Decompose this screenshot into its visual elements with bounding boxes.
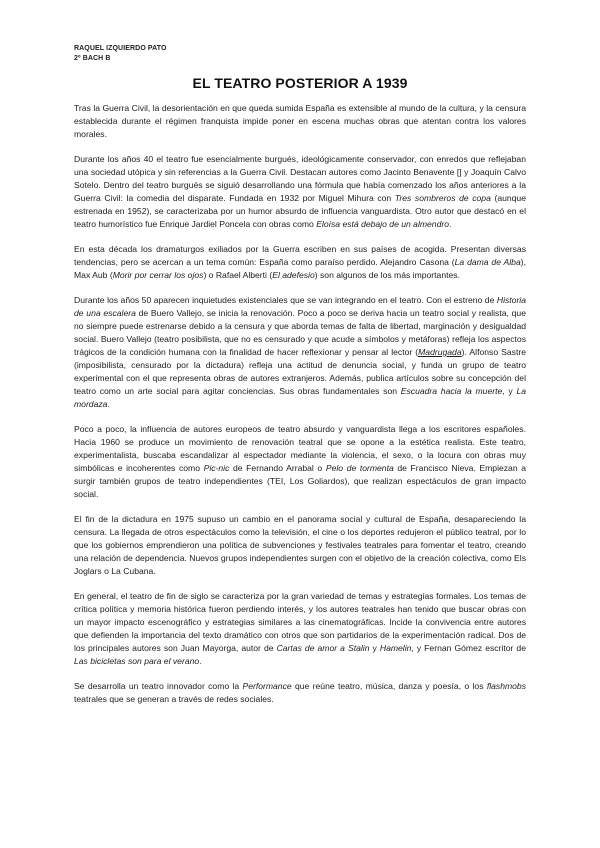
paragraph xyxy=(74,590,526,669)
paragraph-text: (aunque estrenada en 1952), se caracterizaba por un humor absurdo de influencia vanguardista. Otro autor que destacó en el teatro humorístico fue Enrique Jardiel Poncela con obras como xyxy=(74,193,526,230)
work-title: Las bicicletas son para el verano xyxy=(74,656,200,667)
paragraph xyxy=(74,102,526,141)
work-title: Historia de una escalera xyxy=(74,294,526,318)
paragraph xyxy=(74,243,526,282)
paragraph-text: En esta década los dramaturgos exiliados por la Guerra escriben en sus países de acogida. Presentan diversas tendencias, pero se acercan a un tema común: España como paraíso perdido. Alejandro Casona ( xyxy=(74,243,526,267)
paragraph-text: . xyxy=(449,219,452,230)
work-title: Hamelin xyxy=(379,643,412,654)
paragraph-text: , y xyxy=(502,386,517,397)
paragraph-text: Durante los años 40 el teatro fue esencialmente burgués, ideológicamente conservador, con enredos que reflejaban una sociedad utópica y sin referencias a la Guerra Civil. Destacan autores como Jacinto Benavente [] y Joaquín Calvo Sotelo. Dentro del teatro burgués se siguió desarrollando una fórmula que había comenzado los años anteriores a la Guerra Civil: la comedia del disparate. Fundada en 1932 por Miguel Mihura con xyxy=(74,153,526,204)
paragraph-text: Se desarrolla un teatro innovador como la xyxy=(74,681,243,692)
paragraph xyxy=(74,153,526,232)
paragraph-text: ) o Rafael Alberti ( xyxy=(203,270,273,281)
work-title: Performance xyxy=(242,681,292,692)
paragraph xyxy=(74,423,526,502)
author-name: RAQUEL IZQUIERDO PATO xyxy=(74,45,167,52)
paragraph-text: de Francisco Nieva. Empiezan a surgir también grupos de teatro independientes (TEI, Los Goliardos), que realizan espectáculos de gran impacto social. xyxy=(74,463,527,500)
paragraph-text: . xyxy=(199,656,202,667)
paragraph xyxy=(74,513,526,578)
work-title: Pelo de tormenta xyxy=(325,463,394,474)
paragraph-text: ), Max Aub ( xyxy=(74,256,526,281)
paragraph-text: Durante los años 50 aparecen inquietudes existenciales que se van integrando en el teatro. Con el estreno de xyxy=(74,294,497,305)
work-title: Pic-nic xyxy=(203,463,230,474)
work-title xyxy=(418,347,461,357)
paragraph-text: de Buero Vallejo, se inicia la renovación. Poco a poco se deriva hacia un teatro social y realista, que no siempre puede estrenarse debido a la censura y que aborda temas de falta de libertad, marginación y desigualdad social. Buero Vallejo (teatro posibilista, que no es censurado y que acude a símbolos y metáforas) refleja los aspectos trágicos de la condición humana con la finalidad de hacer reflexionar y pensar al lector ( xyxy=(74,307,526,357)
paragraph-text: , y Fernan Gómez escritor de xyxy=(411,643,526,654)
paragraph-text: ) son algunos de los más importantes. xyxy=(314,270,460,281)
paragraph-text: El fin de la dictadura en 1975 supuso un cambio en el panorama social y cultural de España, desapareciendo la censura. La llegada de otros espectáculos como la televisión, el cine o los deportes redujeron el público teatral, por lo que los gobiernos emprendieron una política de subvenciones y festivales teatrales para fomentar el teatro, creando una relación de dependencia. Nuevos grupos independientes surgen con el objetivo de la creación colectiva, como Els Joglars o La Cubana. xyxy=(74,514,526,577)
paragraph-text: Poco a poco, la influencia de autores europeos de teatro absurdo y vanguardista llega a los escritores españoles. Hacia 1960 se produce un movimiento de renovación teatral que se opone a la estética realista. Este teatro, experimentalista, buscaba escandalizar al espectador mediante la violencia, el sexo, o la locura con obras muy simbólicas e incoherentes como xyxy=(74,423,526,474)
paragraph-text: ). Alfonso Sastre (imposibilista, censurado por la dictadura) refleja una actitud de denuncia social, y funda un grupo de teatro experimental con el que representa obras de autores extranjeros. Además, publica artículos sobre su concepción del teatro como un arte social para agitar conciencias. Sus obras fundamentales son xyxy=(74,347,526,397)
work-title: Cartas de amor a Stalin xyxy=(276,643,370,654)
page-title: EL TEATRO POSTERIOR A 1939 xyxy=(192,75,408,91)
document-header xyxy=(74,44,167,64)
work-title: Morir por cerrar los ojos xyxy=(112,270,204,281)
work-title: Tres sombreros de copa xyxy=(394,193,491,204)
work-title: flashmobs xyxy=(486,681,526,692)
paragraph-text: y xyxy=(369,643,380,654)
paragraph-text: Tras la Guerra Civil, la desorientación en que queda sumida España es extensible al mundo de la cultura, y la censura establecida durante el régimen franquista impide poner en escena muchas obras que atentan contra los valores morales. xyxy=(74,103,526,140)
paragraph-text: que reúne teatro, música, danza y poesía, o los xyxy=(291,681,487,692)
paragraph-text: En general, el teatro de fin de siglo se caracteriza por la gran variedad de temas y estrategias formales. Los temas de crítica política y memoria histórica fueron perdiendo interés, y los autores teatrales han tenido que buscar obras con un mayor impacto escenográfico y estrategias similares a las cinematográficas. Incide la convivencia entre autores que defienden la importancia del texto dramático con otros que son partidarios de la experimentación radical. Dos de los principales autores son Juan Mayorga, autor de xyxy=(74,591,526,654)
paragraph-text: teatrales que se generan a través de redes sociales. xyxy=(74,694,274,705)
course-label: 2º BACH B xyxy=(74,55,111,62)
paragraph xyxy=(74,680,526,706)
work-title: Eloísa está debajo de un almendro xyxy=(316,219,450,230)
paragraph xyxy=(74,294,526,412)
underlined-title: Madrugada xyxy=(418,347,462,357)
paragraph-text: . xyxy=(107,399,110,410)
paragraph-text: de Fernando Arrabal o xyxy=(229,463,326,474)
work-title: La mordaza xyxy=(74,386,526,410)
document-body xyxy=(74,102,526,718)
work-title: Escuadra hacia la muerte xyxy=(400,386,503,397)
work-title: La dama de Alba xyxy=(454,256,521,267)
work-title: El adefesio xyxy=(272,270,315,281)
